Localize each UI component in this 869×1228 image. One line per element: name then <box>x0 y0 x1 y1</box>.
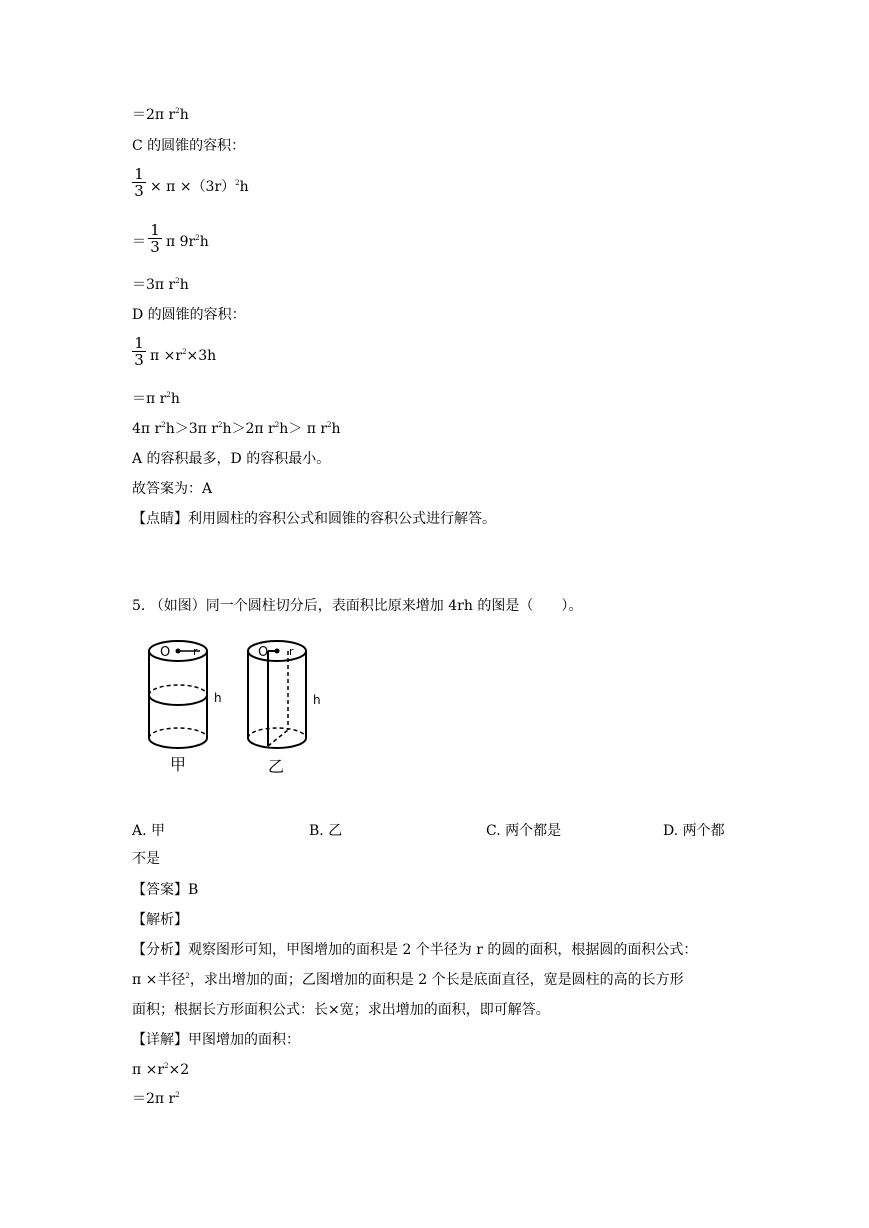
figure-label-jia: 甲 <box>170 755 187 774</box>
analysis-line-1: 【分析】观察图形可知，甲图增加的面积是 2 个半径为 r 的圆的面积，根据圆的面积公式： <box>132 942 698 958</box>
radius-label-a: r <box>193 645 198 658</box>
option-d-continued: 不是 <box>132 851 160 867</box>
fraction-one-third: 1 3 <box>132 335 146 368</box>
detail-heading: 【详解】甲图增加的面积： <box>132 1032 300 1048</box>
fraction-one-third: 1 3 <box>132 166 146 199</box>
conclusion-line: A 的容积最多，D 的容积最小。 <box>132 451 331 467</box>
equals-sign: ＝ <box>132 234 146 250</box>
calc-line-cone-d-result: ＝π $r^2h$ <box>132 391 180 407</box>
tip-line: 【点睛】利用圆柱的容积公式和圆锥的容积公式进行解答。 <box>132 511 496 527</box>
option-b: B. 乙 <box>309 823 343 839</box>
calc-line-1: ＝2π $r^2h$ <box>132 107 189 123</box>
figure-label-yi: 乙 <box>268 757 285 776</box>
calc-line-cone-c-result: ＝3π $r^2h$ <box>132 277 189 293</box>
detail-calc-2: ＝2π $r^2$ <box>132 1091 180 1107</box>
height-label-a: h <box>214 691 222 705</box>
option-c: C. 两个都是 <box>486 823 562 839</box>
center-label-a: O <box>160 645 171 660</box>
option-a: A. 甲 <box>132 823 166 839</box>
analysis-line-2: π ×半径$^2$，求出增加的面；乙图增加的面积是 2 个长是底面直径，宽是圆柱的高的长方形 <box>132 972 684 988</box>
question-5-text: 5. （如图）同一个圆柱切分后，表面积比原来增加 4rh 的图是（ ）。 <box>132 598 583 614</box>
answer-label: 【答案】B <box>132 882 199 898</box>
radius-label-b: r <box>289 645 294 658</box>
cylinder-figure <box>140 630 340 780</box>
cone-c-heading: C 的圆锥的容积： <box>132 138 246 154</box>
analysis-title: 【解析】 <box>132 912 188 928</box>
calc-line-cone-c: × $\pi \times(3r)^2h$ <box>150 179 249 195</box>
calc-line-cone-d: $\pi \times r^2\times 3h$ <box>150 348 217 364</box>
calc-line-cone-c-2: π $9r^2h$ <box>166 234 209 250</box>
fraction-one-third: 1 3 <box>148 222 162 255</box>
height-label-b: h <box>313 693 321 707</box>
center-label-b: O <box>258 645 269 660</box>
cone-d-heading: D 的圆锥的容积： <box>132 307 246 323</box>
answer-summary: 故答案为：A <box>132 481 213 497</box>
detail-calc-1: $\pi \times r^2\times 2$ <box>132 1062 190 1078</box>
comparison-line: 4π $r^2h>3\pi$ $r^2h>2\pi$ $r^2h> \pi$ $r^2h$ <box>132 421 341 437</box>
option-d: D. 两个都 <box>663 823 725 839</box>
analysis-line-3: 面积；根据长方形面积公式：长×宽；求出增加的面积，即可解答。 <box>132 1002 550 1018</box>
